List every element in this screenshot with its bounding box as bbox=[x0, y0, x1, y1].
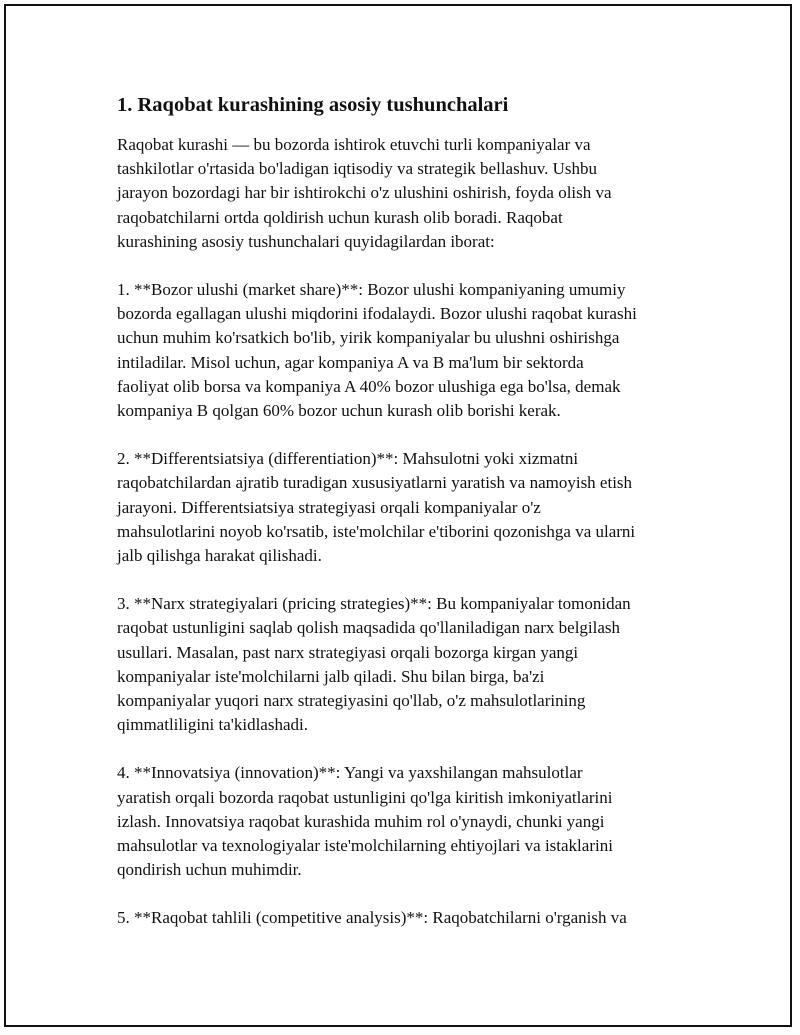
paragraph-pricing-strategies: 3. **Narx strategiyalari (pricing strategies)**: Bu kompaniyalar tomonidan raqobat ustunligini saqlab qolish maqsadida qo'llaniladigan narx belgilash usullari. Masalan, past narx strategiyasi orqali bozorga kirgan yangi kompaniyalar iste'molchilarni jalb qiladi. Shu bilan birga, ba'zi kompaniyalar yuqori narx strategiyasini qo'llab, o'z mahsulotlarining qimmatliligini ta'kidlashadi. bbox=[117, 594, 631, 735]
paragraph-innovation: 4. **Innovatsiya (innovation)**: Yangi va yaxshilangan mahsulotlar yaratish orqali bozorda raqobat ustunligini qo'lga kiritish imkoniyatlarini izlash. Innovatsiya raqobat kurashida muhim rol o'ynaydi, chunki yangi mahsulotlar va texnologiyalar iste'molchilarning ehtiyojlari va istaklarini qondirish uchun muhimdir. bbox=[117, 763, 613, 880]
section-heading: 1. Raqobat kurashining asosiy tushunchalari bbox=[117, 94, 509, 116]
intro-paragraph: Raqobat kurashi — bu bozorda ishtirok etuvchi turli kompaniyalar va tashkilotlar o'rtasida bo'ladigan iqtisodiy va strategik bellashuv. Ushbu jarayon bozordagi har bir ishtirokchi o'z ulushini oshirish, foyda olish va raqobatchilarni ortda qoldirish uchun kurash olib boradi. Raqobat kurashining asosiy tushunchalari quyidagilardan iborat: bbox=[117, 135, 612, 251]
paragraph-market-share: 1. **Bozor ulushi (market share)**: Bozor ulushi kompaniyaning umumiy bozorda egallagan ulushi miqdorini ifodalaydi. Bozor ulushi raqobat kurashi uchun muhim ko'rsatkich bo'lib, yirik kompaniyalar bu ulushni oshirishga intiladilar. Misol uchun, agar kompaniya A va B ma'lum bir sektorda faoliyat olib borsa va kompaniya A 40% bozor ulushiga ega bo'lsa, demak kompaniya B qolgan 60% bozor uchun kurash olib borishi kerak. bbox=[117, 280, 637, 421]
document-body bbox=[117, 92, 697, 955]
paragraph-competitive-analysis: 5. **Raqobat tahlili (competitive analysis)**: Raqobatchilarni o'rganish va bbox=[117, 908, 627, 928]
paragraph-differentiation: 2. **Differentsiatsiya (differentiation)**: Mahsulotni yoki xizmatni raqobatchilardan ajratib turadigan xususiyatlarni yaratish va namoyish etish jarayoni. Differentsiatsiya strategiyasi orqali kompaniyalar o'z mahsulotlarini noyob ko'rsatib, iste'molchilar e'tiborini qozonishga va ularni jalb qilishga harakat qilishadi. bbox=[117, 449, 636, 566]
